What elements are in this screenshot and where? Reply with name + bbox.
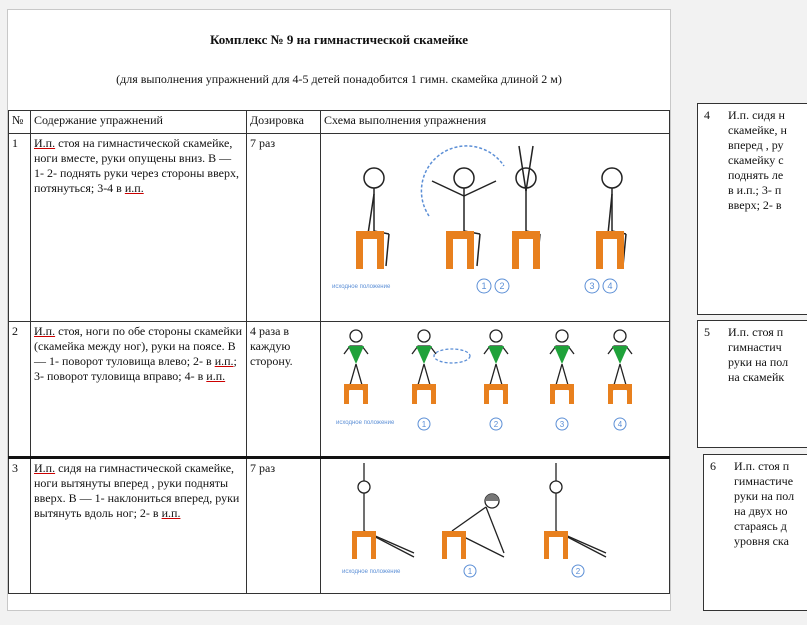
scheme-caption: исходное положение <box>342 569 401 575</box>
scheme-caption: исходное положение <box>336 420 395 426</box>
side-card-text <box>734 459 794 549</box>
ip-abbrev: И.п. <box>34 136 56 150</box>
dose-cell: 4 раза в каждую сторону. <box>247 322 321 458</box>
row-number: 2 <box>9 322 31 458</box>
ip-abbrev: и.п. <box>124 181 144 195</box>
side-card-text <box>728 108 787 213</box>
side-card-line: руки на пол <box>734 489 795 503</box>
header-scheme: Схема выполнения упражнения <box>321 111 670 134</box>
description-text: стоя на гимнастической скамейке, ноги вместе, руки опущены вниз. В — 1- 2- поднять руки через стороны вверх, потянуться; 3-4 в <box>34 136 239 195</box>
dose-cell: 7 раз <box>247 458 321 594</box>
scheme-caption: исходное положение <box>332 284 391 290</box>
document-page <box>7 9 671 611</box>
step-marker: 1 <box>421 420 427 429</box>
side-card-line: гимнастич <box>728 340 782 354</box>
exercise-table <box>8 110 670 594</box>
side-card-line: И.п. стоя п <box>734 459 790 473</box>
ip-abbrev: и.п. <box>214 354 234 368</box>
side-card-line: в и.п.; 3- п <box>728 183 782 197</box>
dose-cell: 7 раз <box>247 134 321 322</box>
step-marker: 4 <box>617 420 623 429</box>
step-marker: 1 <box>467 567 473 576</box>
table-header-row <box>9 111 670 134</box>
header-dose: Дозировка <box>247 111 321 134</box>
scheme-cell <box>321 458 670 594</box>
side-card-line: руки на пол <box>728 355 789 369</box>
side-card-line: вперед , ру <box>728 138 784 152</box>
document-title: Комплекс № 9 на гимнастической скамейке <box>209 32 469 47</box>
side-card-line: И.п. стоя п <box>728 325 784 339</box>
side-card-number: 5 <box>704 325 710 339</box>
header-content: Содержание упражнений <box>31 111 247 134</box>
step-marker: 2 <box>575 567 581 576</box>
scheme-illustration <box>324 324 644 452</box>
ip-abbrev: и.п. <box>161 506 181 520</box>
table-row <box>9 322 670 458</box>
step-marker: 3 <box>589 281 595 291</box>
step-marker: 3 <box>559 420 565 429</box>
description-text: сидя на гимнастической скамейке, ноги вытянуты вперед , руки подняты вверх. В — 1- наклониться вперед, руки вытянуть вдоль ног; 2- в <box>34 461 240 520</box>
side-card <box>697 320 807 448</box>
step-marker: 2 <box>493 420 499 429</box>
side-card-line: скамейку с <box>728 153 784 167</box>
header-number: № <box>9 111 31 134</box>
step-marker: 4 <box>607 281 613 291</box>
side-card-line: скамейке, н <box>728 123 787 137</box>
scheme-cell <box>321 134 670 322</box>
row-number: 3 <box>9 458 31 594</box>
row-number: 1 <box>9 134 31 322</box>
table-row <box>9 134 670 322</box>
scheme-cell <box>321 322 670 458</box>
document-subtitle: (для выполнения упражнений для 4-5 детей понадобится 1 гимн. скамейка длиной 2 м) <box>116 72 562 86</box>
description-text: ; 3- поворот туловища вправо; 4- в <box>34 354 237 383</box>
exercise-description <box>31 322 247 458</box>
scheme-illustration <box>324 136 644 314</box>
description-text: стоя, ноги по обе стороны скамейки (скамейка между ног), руки на поясе. В — 1- поворот туловища влево; 2- в <box>34 324 243 368</box>
ip-abbrev: И.п. <box>34 324 56 338</box>
table-row <box>9 458 670 594</box>
scheme-illustration <box>324 461 644 589</box>
step-marker: 1 <box>481 281 487 291</box>
exercise-description <box>31 458 247 594</box>
side-card <box>697 103 807 315</box>
exercise-description <box>31 134 247 322</box>
side-card-text <box>728 325 788 385</box>
side-card-line: поднять ле <box>728 168 784 182</box>
side-card-number: 6 <box>710 459 716 473</box>
step-marker: 2 <box>499 281 505 291</box>
side-card <box>703 454 807 611</box>
side-card-line: уровня ска <box>734 534 789 548</box>
side-card-line: на двух но <box>734 504 788 518</box>
side-card-line: вверх; 2- в <box>728 198 782 212</box>
side-card-line: на скамейк <box>728 370 785 384</box>
side-card-number: 4 <box>704 108 710 122</box>
ip-abbrev: И.п. <box>34 461 56 475</box>
side-card-line: стараясь д <box>734 519 787 533</box>
side-card-line: гимнастиче <box>734 474 794 488</box>
side-card-line: И.п. сидя н <box>728 108 785 122</box>
ip-abbrev: и.п. <box>206 369 226 383</box>
